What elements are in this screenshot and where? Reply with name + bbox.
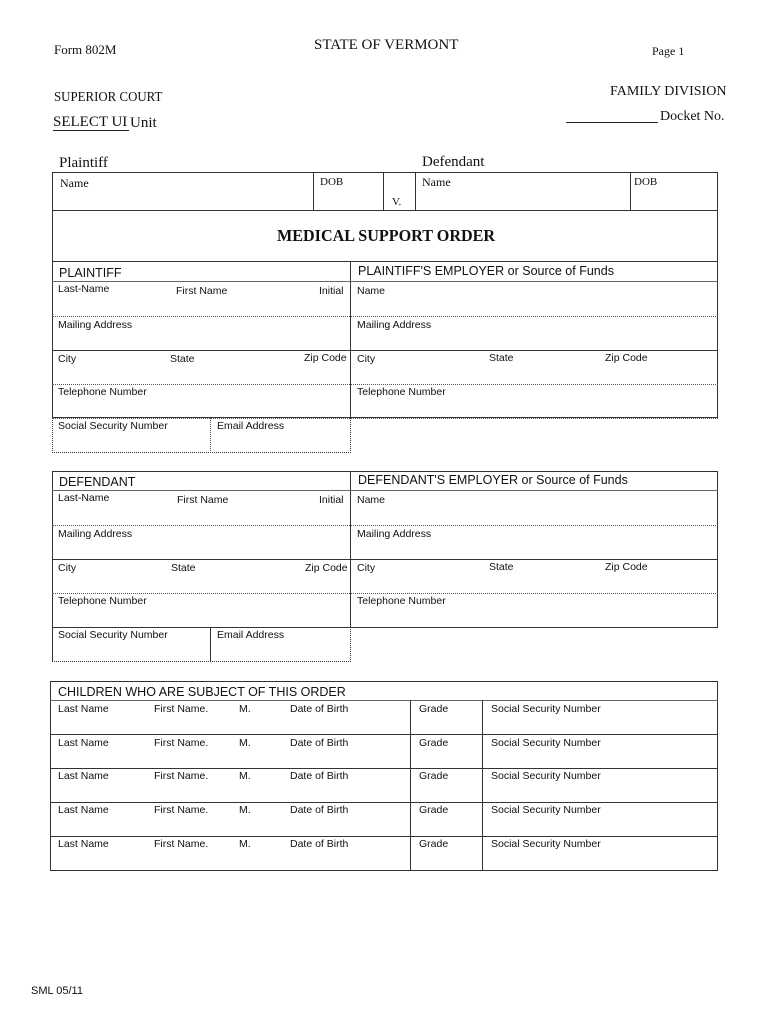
- defendant-email-input[interactable]: [213, 643, 348, 660]
- plaintiff-employer-address-input[interactable]: [354, 332, 714, 348]
- child-column-label: Date of Birth: [290, 838, 349, 850]
- defendant-ssn-input[interactable]: [54, 643, 208, 660]
- child-column-label: Last Name: [58, 703, 109, 715]
- plaintiff-zip-label: Zip Code: [304, 352, 347, 364]
- defendant-name-fields[interactable]: [54, 507, 348, 523]
- plaintiff-email-label: Email Address: [217, 420, 285, 432]
- child-column-label: Last Name: [58, 770, 109, 782]
- child-entry-input[interactable]: [52, 818, 716, 833]
- plaintiff-employer-name-label: Name: [357, 285, 386, 297]
- child-column-label: Date of Birth: [290, 804, 349, 816]
- plaintiff-ssn-label: Social Security Number: [58, 420, 168, 432]
- child-column-label: M.: [239, 770, 251, 782]
- defendant-city-label: City: [58, 562, 77, 574]
- unit-select-value: SELECT UI: [53, 114, 128, 130]
- child-column-label: First Name.: [154, 737, 209, 749]
- child-column-label: M.: [239, 838, 251, 850]
- plaintiff-address-input[interactable]: [54, 332, 348, 348]
- plaintiff-city-state-zip-input[interactable]: [54, 366, 348, 382]
- child-column-label: Social Security Number: [491, 737, 601, 749]
- plaintiff-employer-phone-input[interactable]: [354, 400, 714, 416]
- defendant-employer-city-state-zip-input[interactable]: [354, 576, 714, 591]
- plaintiff-employer-city-state-zip-input[interactable]: [354, 366, 714, 382]
- child-column-label: Grade: [419, 804, 449, 816]
- child-entry-input[interactable]: [52, 852, 716, 867]
- plaintiff-name-label: Name: [60, 176, 89, 190]
- unit-select[interactable]: [53, 114, 129, 132]
- plaintiff-employer-state-label: State: [489, 352, 514, 364]
- unit-label: Unit: [130, 115, 157, 131]
- child-column-label: Social Security Number: [491, 804, 601, 816]
- defendant-lastname-label: Last-Name: [58, 492, 110, 504]
- plaintiff-address-label: Mailing Address: [58, 319, 133, 331]
- plaintiff-employer-address-label: Mailing Address: [357, 319, 432, 331]
- division-name: FAMILY DIVISION: [610, 84, 727, 99]
- child-column-label: Last Name: [58, 804, 109, 816]
- plaintiff-employer-city-label: City: [357, 353, 376, 365]
- defendant-employer-name-label: Name: [357, 494, 386, 506]
- child-column-label: First Name.: [154, 770, 209, 782]
- docket-label: Docket No.: [660, 109, 725, 124]
- defendant-firstname-label: First Name: [177, 494, 229, 506]
- child-entry-input[interactable]: [52, 784, 716, 799]
- children-section-title: CHILDREN WHO ARE SUBJECT OF THIS ORDER: [58, 685, 346, 699]
- plaintiff-section-title: PLAINTIFF: [59, 266, 122, 280]
- plaintiff-employer-title: PLAINTIFF'S EMPLOYER or Source of Funds: [358, 264, 614, 278]
- defendant-employer-title: DEFENDANT'S EMPLOYER or Source of Funds: [358, 473, 628, 487]
- state-title: STATE OF VERMONT: [314, 37, 459, 53]
- plaintiff-lastname-label: Last-Name: [58, 283, 110, 295]
- form-number: Form 802M: [54, 42, 117, 57]
- child-column-label: M.: [239, 703, 251, 715]
- form-revision-code: SML 05/11: [31, 985, 83, 997]
- child-entry-input[interactable]: [52, 751, 716, 766]
- plaintiff-name-fields[interactable]: [54, 297, 348, 314]
- child-entry-input[interactable]: [52, 717, 716, 732]
- defendant-initial-label: Initial: [319, 494, 344, 506]
- child-column-label: Date of Birth: [290, 737, 349, 749]
- plaintiff-employer-phone-label: Telephone Number: [357, 386, 446, 398]
- child-column-label: M.: [239, 804, 251, 816]
- child-column-label: Last Name: [58, 737, 109, 749]
- plaintiff-name-input[interactable]: [54, 190, 310, 208]
- defendant-address-label: Mailing Address: [58, 528, 133, 540]
- child-column-label: M.: [239, 737, 251, 749]
- order-title: MEDICAL SUPPORT ORDER: [277, 226, 496, 245]
- docket-number-input[interactable]: [566, 106, 658, 123]
- plaintiff-dob-input[interactable]: [316, 190, 380, 208]
- child-column-label: Social Security Number: [491, 703, 601, 715]
- child-column-label: Grade: [419, 770, 449, 782]
- defendant-employer-state-label: State: [489, 561, 514, 573]
- plaintiff-heading: Plaintiff: [59, 155, 108, 171]
- defendant-name-label: Name: [422, 175, 451, 189]
- child-column-label: First Name.: [154, 703, 209, 715]
- defendant-employer-phone-label: Telephone Number: [357, 595, 446, 607]
- plaintiff-firstname-label: First Name: [176, 285, 228, 297]
- defendant-employer-address-input[interactable]: [354, 541, 714, 557]
- defendant-employer-city-label: City: [357, 562, 376, 574]
- defendant-phone-label: Telephone Number: [58, 595, 147, 607]
- child-column-label: Last Name: [58, 838, 109, 850]
- plaintiff-employer-zip-label: Zip Code: [605, 352, 648, 364]
- defendant-ssn-label: Social Security Number: [58, 629, 168, 641]
- plaintiff-initial-label: Initial: [319, 285, 344, 297]
- versus-label: V.: [392, 196, 402, 208]
- defendant-employer-zip-label: Zip Code: [605, 561, 648, 573]
- child-column-label: First Name.: [154, 838, 209, 850]
- child-column-label: Date of Birth: [290, 770, 349, 782]
- parties-box: [52, 172, 718, 262]
- child-column-label: Grade: [419, 737, 449, 749]
- defendant-city-state-zip-input[interactable]: [54, 576, 348, 591]
- defendant-section-title: DEFENDANT: [59, 475, 136, 489]
- defendant-employer-address-label: Mailing Address: [357, 528, 432, 540]
- child-column-label: Date of Birth: [290, 703, 349, 715]
- plaintiff-city-label: City: [58, 353, 77, 365]
- plaintiff-phone-label: Telephone Number: [58, 386, 147, 398]
- defendant-address-input[interactable]: [54, 541, 348, 557]
- court-name: SUPERIOR COURT: [54, 90, 163, 105]
- child-column-label: Social Security Number: [491, 770, 601, 782]
- defendant-heading: Defendant: [422, 154, 485, 170]
- defendant-dob-input[interactable]: [634, 190, 714, 208]
- child-column-label: Social Security Number: [491, 838, 601, 850]
- defendant-zip-label: Zip Code: [305, 562, 348, 574]
- children-section: [50, 681, 718, 871]
- defendant-name-input[interactable]: [418, 190, 626, 208]
- plaintiff-employer-name-input[interactable]: [354, 297, 714, 314]
- defendant-email-label: Email Address: [217, 629, 285, 641]
- child-column-label: Grade: [419, 703, 449, 715]
- plaintiff-state-label: State: [170, 353, 195, 365]
- defendant-state-label: State: [171, 562, 196, 574]
- plaintiff-ssn-input[interactable]: [54, 434, 208, 451]
- plaintiff-phone-input[interactable]: [54, 400, 348, 416]
- child-column-label: Grade: [419, 838, 449, 850]
- defendant-employer-name-input[interactable]: [354, 507, 714, 523]
- plaintiff-email-input[interactable]: [213, 434, 348, 451]
- page-number: Page 1: [652, 44, 685, 58]
- child-column-label: First Name.: [154, 804, 209, 816]
- defendant-phone-input[interactable]: [54, 609, 348, 625]
- defendant-employer-phone-input[interactable]: [354, 609, 714, 625]
- defendant-dob-label: DOB: [634, 176, 658, 188]
- plaintiff-dob-label: DOB: [320, 176, 344, 188]
